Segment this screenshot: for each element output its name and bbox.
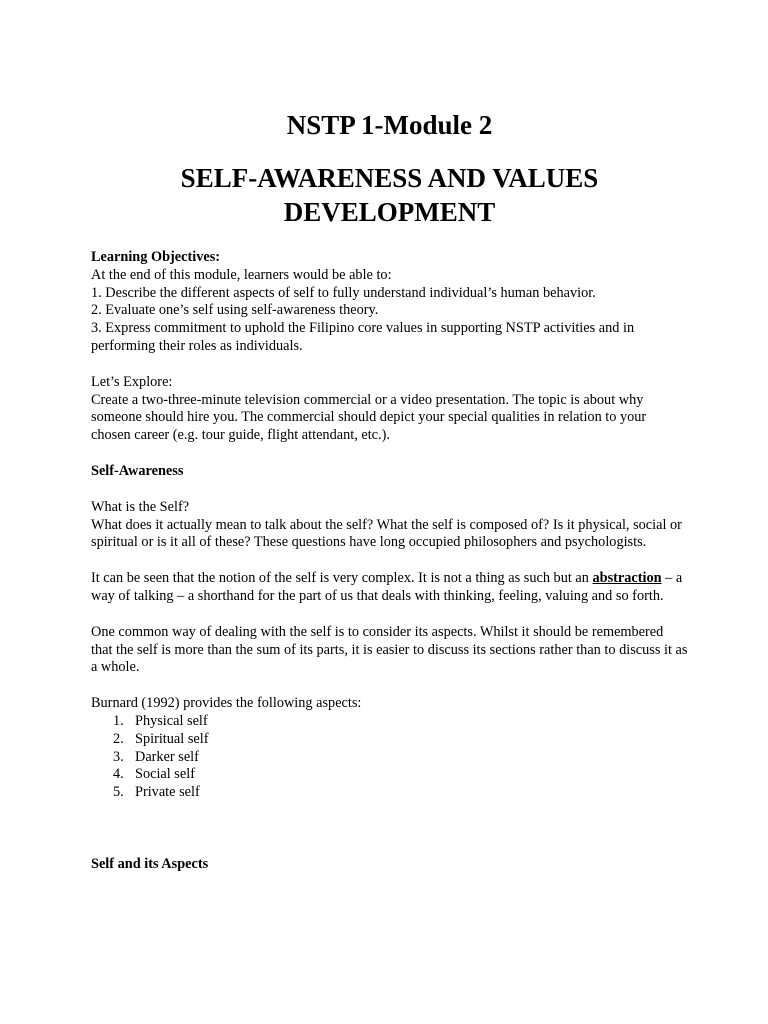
objective-item-3: 3. Express commitment to uphold the Filipino core values in supporting NSTP activities and in performing their roles as individuals. [91, 320, 635, 354]
learning-objectives-section [91, 249, 688, 356]
module-heading-line2: DEVELOPMENT [283, 197, 496, 227]
burnard-section [91, 695, 688, 802]
self-and-aspects-section [91, 856, 688, 874]
list-item [91, 784, 688, 802]
self-awareness-section [91, 463, 688, 481]
lets-explore-label: Let’s Explore: [91, 373, 173, 390]
list-item [91, 766, 688, 784]
module-title: NSTP 1-Module 2 [286, 110, 493, 140]
list-item-number: 4. [113, 766, 124, 783]
module-heading-line1: SELF-AWARENESS AND VALUES [180, 163, 599, 193]
list-item-label: Darker self [135, 748, 199, 765]
list-item [91, 731, 688, 749]
self-paragraph-3 [91, 624, 688, 677]
objective-item-2: 2. Evaluate one’s self using self-awareness theory. [91, 302, 379, 319]
lets-explore-section [91, 374, 688, 445]
aspects-list [91, 713, 688, 802]
self-awareness-heading: Self-Awareness [91, 462, 184, 479]
abstraction-term: abstraction [592, 570, 662, 587]
list-item-number: 5. [113, 784, 124, 801]
list-item-number: 2. [113, 730, 124, 747]
self-paragraph-2 [91, 570, 688, 606]
list-item [91, 713, 688, 731]
self-paragraph-2-after: – a way of talking – a shorthand for the part of us that deals with thinking, feeling, valuing and so forth. [91, 570, 683, 604]
list-item-label: Physical self [135, 712, 208, 729]
list-item-number: 1. [113, 712, 124, 729]
objective-item-1: 1. Describe the different aspects of self to fully understand individual’s human behavior. [91, 284, 596, 301]
self-paragraph-3-text: One common way of dealing with the self is to consider its aspects. Whilst it should be remembered that the self is more than the sum of its parts, it is easier to discuss its sections rather than to discuss it as a whole. [91, 623, 688, 676]
list-item [91, 749, 688, 767]
self-paragraph-1: What does it actually mean to talk about the self? What the self is composed of? Is it physical, social or spiritual or is it all of these? These questions have long occupied philosophers and psychologists. [91, 516, 682, 551]
self-paragraph-2-before: It can be seen that the notion of the self is very complex. It is not a thing as such but an [91, 570, 589, 587]
list-item-label: Spiritual self [135, 730, 209, 747]
list-item-label: Social self [135, 766, 195, 783]
burnard-intro: Burnard (1992) provides the following aspects: [91, 695, 362, 712]
self-paragraph-2-text [91, 570, 688, 606]
self-and-aspects-heading: Self and its Aspects [91, 855, 209, 872]
list-item-number: 3. [113, 748, 124, 765]
what-is-self-question: What is the Self? [91, 498, 190, 515]
learning-objectives-label: Learning Objectives: [91, 249, 221, 265]
module-heading [91, 161, 688, 229]
what-is-self-section [91, 499, 688, 552]
learning-objectives-intro: At the end of this module, learners would be able to: [91, 266, 392, 283]
list-item-label: Private self [135, 784, 200, 801]
lets-explore-text: Create a two-three-minute television commercial or a video presentation. The topic is about why someone should hire you. The commercial should depict your special qualities in relation to your chosen career (e.g. tour guide, flight attendant, etc.). [91, 391, 647, 444]
